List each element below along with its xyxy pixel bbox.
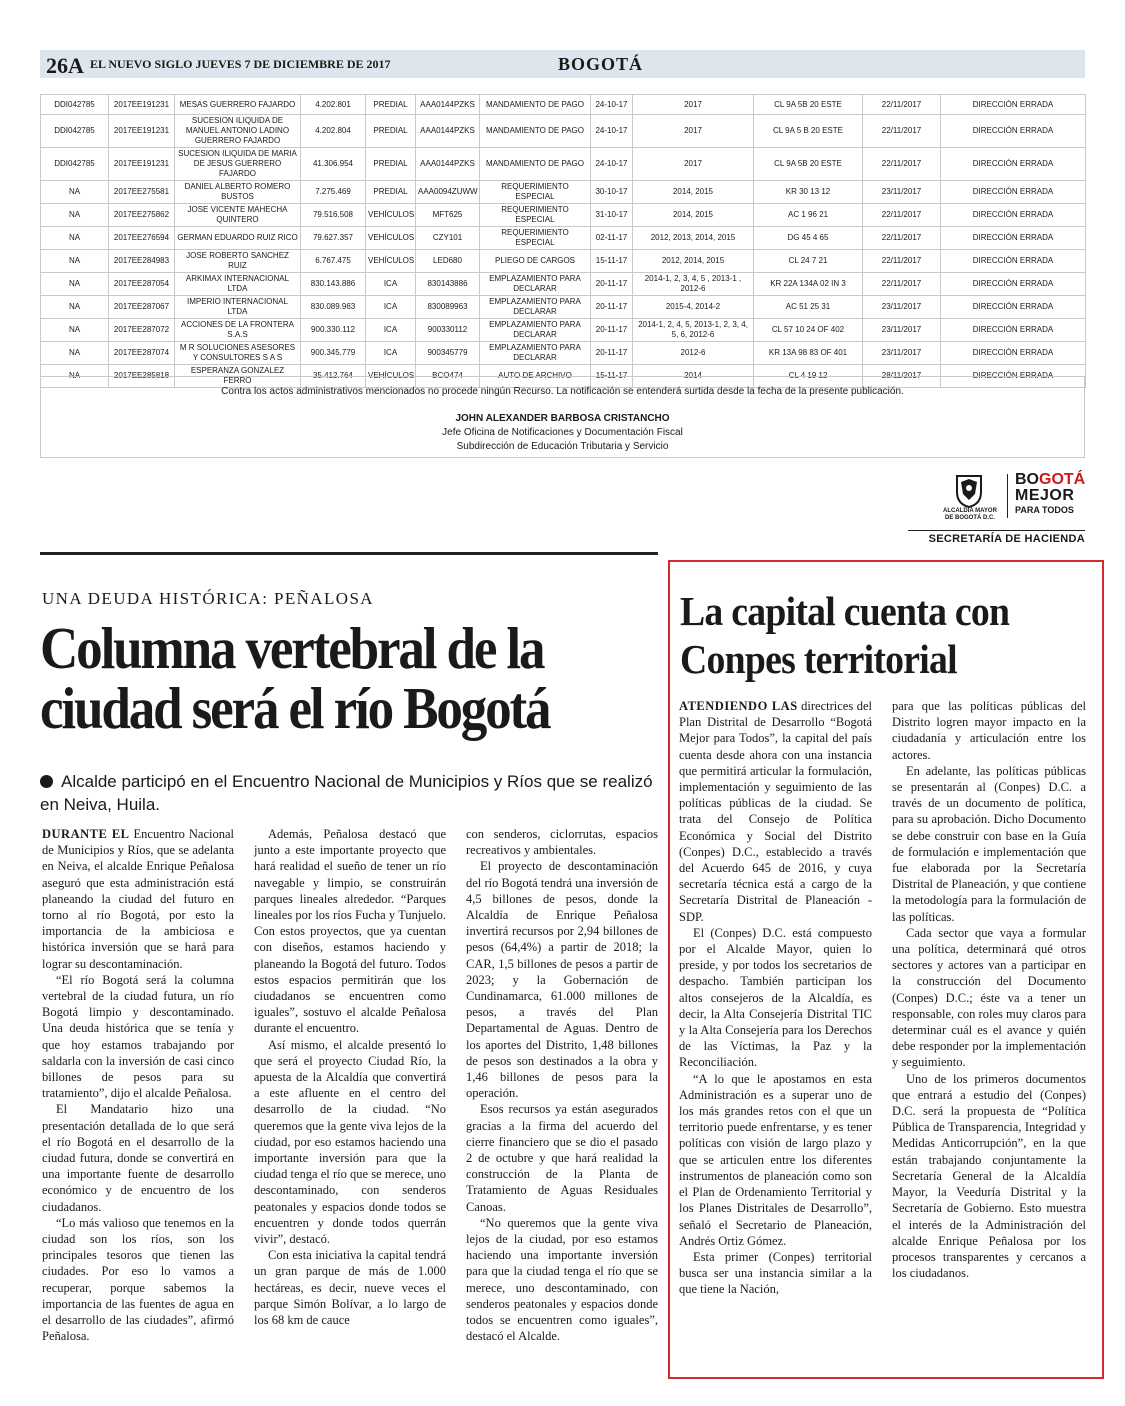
table-cell: REQUERIMIENTO ESPECIAL xyxy=(480,227,591,250)
paragraph: “A lo que le apostamos en esta Administración es a superar uno de los más grandes retos con el que un territorio puede enfrentarse, y es tener políticas con visión de largo plazo y que se articulen entre los diferentes instrumentos de planeación como son el Plan de Ordenamiento Territorial y los Planes Distritales de Desarrollo”, señaló el Secretario de Planeación, Andrés Ortiz Gómez. xyxy=(679,1071,872,1248)
table-cell: DIRECCIÓN ERRADA xyxy=(941,273,1086,296)
table-cell: DG 45 4 65 xyxy=(754,227,863,250)
notice-text: Contra los actos administrativos mencionados no procede ningún Recurso. La notificación se entenderá surtida desde la fecha de la presente publicación. xyxy=(221,386,904,397)
table-cell: 31-10-17 xyxy=(591,204,633,227)
lead-in: ATENDIENDO LAS xyxy=(679,699,798,713)
table-cell: 22/11/2017 xyxy=(863,250,941,273)
table-cell: AUTO DE ARCHIVO xyxy=(480,365,591,388)
table-row xyxy=(41,115,1086,148)
article-column-2 xyxy=(254,826,446,1328)
table-cell: DIRECCIÓN ERRADA xyxy=(941,148,1086,181)
table-cell: JOSE VICENTE MAHECHA QUINTERO xyxy=(175,204,301,227)
table-cell: MFT625 xyxy=(416,204,480,227)
page-header xyxy=(40,50,1085,78)
logo-para-todos: PARA TODOS xyxy=(1015,505,1074,515)
table-cell: NA xyxy=(41,250,109,273)
table-cell: ICA xyxy=(366,273,416,296)
table-cell: EMPLAZAMIENTO PARA DECLARAR xyxy=(480,319,591,342)
table-cell: 2017EE287054 xyxy=(109,273,175,296)
section-title: BOGOTÁ xyxy=(558,54,644,74)
table-cell: 30-10-17 xyxy=(591,181,633,204)
table-cell: ARKIMAX INTERNACIONAL LTDA xyxy=(175,273,301,296)
table-cell: 830.089.963 xyxy=(301,296,366,319)
table-cell: 22/11/2017 xyxy=(863,227,941,250)
paragraph: El Mandatario hizo una presentación detallada de lo que será el río Bogotá en el desarrollo de la ciudad futura, donde se convertirá en una importante fuente de desarrollo económico y de encuentro de los ciudadanos. xyxy=(42,1102,234,1214)
table-cell: VEHÍCULOS xyxy=(366,204,416,227)
table-cell: CL 4 19 12 xyxy=(754,365,863,388)
table-cell: 900345779 xyxy=(416,342,480,365)
paragraph: “Lo más valioso que tenemos en la ciudad son los ríos, son los principales tesoros que tienen las ciudades. Por eso lo vamos a recuperar, porque sabemos la importancia de las fuentes de agua en el desarrollo de las ciudades”, afirmó Peñalosa. xyxy=(42,1215,234,1344)
table-cell: 35.412.764 xyxy=(301,365,366,388)
table-cell: 830143886 xyxy=(416,273,480,296)
table-cell: 20-11-17 xyxy=(591,296,633,319)
table-cell: NA xyxy=(41,204,109,227)
table-cell: 41.306.954 xyxy=(301,148,366,181)
table-cell: CL 9A 5 B 20 ESTE xyxy=(754,115,863,148)
table-cell: ICA xyxy=(366,319,416,342)
table-cell: DIRECCIÓN ERRADA xyxy=(941,342,1086,365)
table-cell: AC 51 25 31 xyxy=(754,296,863,319)
table-cell: 20-11-17 xyxy=(591,319,633,342)
table-row xyxy=(41,227,1086,250)
table-cell: 24-10-17 xyxy=(591,148,633,181)
table-cell: REQUERIMIENTO ESPECIAL xyxy=(480,181,591,204)
table-cell: NA xyxy=(41,181,109,204)
table-cell: ICA xyxy=(366,342,416,365)
table-cell: 24-10-17 xyxy=(591,95,633,115)
table-cell: GERMAN EDUARDO RUIZ RICO xyxy=(175,227,301,250)
bullet-icon xyxy=(40,775,53,788)
table-cell: 22/11/2017 xyxy=(863,95,941,115)
table-cell: KR 13A 98 83 OF 401 xyxy=(754,342,863,365)
table-cell: 2012-6 xyxy=(633,342,754,365)
article-kicker: UNA DEUDA HISTÓRICA: PEÑALOSA xyxy=(42,589,374,608)
article-subtitle: Alcalde participó en el Encuentro Nacional de Municipios y Ríos que se realizó en Neiva, Huila. xyxy=(40,772,653,814)
table-cell: ICA xyxy=(366,296,416,319)
table-cell: 20-11-17 xyxy=(591,273,633,296)
table-cell: NA xyxy=(41,319,109,342)
table-cell: 15-11-17 xyxy=(591,250,633,273)
table-cell: 900330112 xyxy=(416,319,480,342)
table-cell: PREDIAL xyxy=(366,115,416,148)
table-cell: DIRECCIÓN ERRADA xyxy=(941,250,1086,273)
table-cell: VEHÍCULOS xyxy=(366,365,416,388)
table-cell: 2017EE275581 xyxy=(109,181,175,204)
table-cell: 2014-1, 2, 3, 4, 5 , 2013-1 , 2012-6 xyxy=(633,273,754,296)
table-cell: MESAS GUERRERO FAJARDO xyxy=(175,95,301,115)
paragraph: Con esta iniciativa la capital tendrá un gran parque de más de 1.000 hectáreas, es decir, nueve veces el parque Simón Bolívar, a lo largo de los 68 km de cauce xyxy=(254,1248,446,1328)
table-cell: 2017EE191231 xyxy=(109,95,175,115)
signer-role: Jefe Oficina de Notificaciones y Documentación Fiscal xyxy=(442,427,683,438)
bogota-crest-icon xyxy=(955,474,983,508)
table-cell: DDI042785 xyxy=(41,115,109,148)
table-cell: AAA0144PZKS xyxy=(416,148,480,181)
table-cell: CL 9A 5B 20 ESTE xyxy=(754,95,863,115)
box-headline: La capital cuenta con Conpes territorial xyxy=(680,588,1010,682)
table-row xyxy=(41,319,1086,342)
table-cell: BCO474 xyxy=(416,365,480,388)
table-cell: 2017EE287072 xyxy=(109,319,175,342)
table-cell: 02-11-17 xyxy=(591,227,633,250)
masthead-date: EL NUEVO SIGLO JUEVES 7 DE DICIEMBRE DE 2017 xyxy=(90,57,391,71)
table-cell: 2017EE287074 xyxy=(109,342,175,365)
table-row xyxy=(41,181,1086,204)
table-cell: PREDIAL xyxy=(366,95,416,115)
page-number: 26A xyxy=(46,53,84,78)
table-cell: M R SOLUCIONES ASESORES Y CONSULTORES S A S xyxy=(175,342,301,365)
table-cell: EMPLAZAMIENTO PARA DECLARAR xyxy=(480,342,591,365)
box-column-1: ATENDIENDO LAS directrices del Plan Distrital de Desarrollo “Bogotá Mejor para Todos”, la capital del país cuenta desde ahora con una instancia que permitirá articular la formulación, implementación y seguimiento de las políticas públicas de la ciudad. Se trata del Consejo de Política Económica y Social del Distrito (Conpes) D.C., establecido a través del Acuerdo 645 de 2016, y cuya secretaría técnica está a cargo de la Secretaría Distrital de Planeación - SDP. El (Conpes) D.C. está compuesto por el Alcalde Mayor, quien lo preside, y por todos los secretarios de despacho. También participan los altos consejeros de la Alcaldía, es decir, la Alta Consejería Distrital TIC y la Alta Consejería para los Derechos de las Víctimas, la Paz y la Reconciliación. “A lo que le apostamos en esta Administración es a superar uno de los más grandes retos con el que un territorio puede enfrentarse, y es tener políticas con visión de largo plazo y que se articulen entre los diferentes instrumentos de planeación como son el Plan de Ordenamiento Territorial y los Planes Distritales de Desarrollo”, señaló el Secretario de Planeación, Andrés Ortiz Gómez. Esta primer (Conpes) territorial busca ser una instancia similar a la que tiene la Nación, xyxy=(679,699,872,1297)
paragraph: “No queremos que la gente viva lejos de la ciudad, por eso estamos haciendo una importante inversión para que la ciudad tenga el río que se merece, uno descontaminado, con senderos peatonales y espacios donde todos se encuentren como iguales”, destacó el Alcalde. xyxy=(466,1215,658,1344)
table-cell: NA xyxy=(41,342,109,365)
table-cell: 22/11/2017 xyxy=(863,148,941,181)
table-cell: DIRECCIÓN ERRADA xyxy=(941,227,1086,250)
table-cell: DIRECCIÓN ERRADA xyxy=(941,115,1086,148)
table-cell: 900.330.112 xyxy=(301,319,366,342)
table-cell: CL 9A 5B 20 ESTE xyxy=(754,148,863,181)
table-cell: AAA0144PZKS xyxy=(416,115,480,148)
article-headline: Columna vertebral de la ciudad será el río Bogotá xyxy=(40,615,550,741)
table-cell: 79.516.508 xyxy=(301,204,366,227)
table-cell: 2014-1, 2, 4, 5, 2013-1, 2, 3, 4, 5, 6, 2012-6 xyxy=(633,319,754,342)
table-cell: MANDAMIENTO DE PAGO xyxy=(480,95,591,115)
table-cell: 830089963 xyxy=(416,296,480,319)
paragraph: Además, Peñalosa destacó que junto a este importante proyecto que hará realidad el sueño de tener un río navegable y limpio, se construirán parques lineales alrededor. “Parques lineales por los ríos Fucha y Tunjuelo. Con estos proyectos, que ya cuentan con diseños, estamos haciendo y planeando la Bogotá del futuro. Todos estos espacios permitirán que los ciudadanos se encuentren como iguales”, sostuvo el alcalde Peñalosa durante el encuentro. xyxy=(254,827,446,1036)
table-cell: 900.345.779 xyxy=(301,342,366,365)
table-cell: 2015-4, 2014-2 xyxy=(633,296,754,319)
secretaria-hacienda: SECRETARÍA DE HACIENDA xyxy=(908,530,1085,545)
table-cell: ESPERANZA GONZALEZ FERRO xyxy=(175,365,301,388)
logo-mejor: MEJOR xyxy=(1015,487,1075,504)
table-cell: DDI042785 xyxy=(41,95,109,115)
table-cell: 23/11/2017 xyxy=(863,296,941,319)
table-cell: 2017EE191231 xyxy=(109,115,175,148)
table-cell: 2017 xyxy=(633,115,754,148)
table-cell: KR 22A 134A 02 IN 3 xyxy=(754,273,863,296)
table-cell: CL 24 7 21 xyxy=(754,250,863,273)
table-cell: IMPERIO INTERNACIONAL LTDA xyxy=(175,296,301,319)
table-cell: 22/11/2017 xyxy=(863,115,941,148)
table-cell: PREDIAL xyxy=(366,148,416,181)
table-row xyxy=(41,342,1086,365)
table-row xyxy=(41,273,1086,296)
table-cell: 4.202.801 xyxy=(301,95,366,115)
table-cell: 24-10-17 xyxy=(591,115,633,148)
table-cell: JOSE ROBERTO SANCHEZ RUIZ xyxy=(175,250,301,273)
table-cell: DIRECCIÓN ERRADA xyxy=(941,365,1086,388)
table-cell: NA xyxy=(41,296,109,319)
paragraph: Cada sector que vaya a formular una política, determinará qué otros sectores y actores van a participar en la construcción del Documento (Conpes) D.C.; éste va a tener un responsable, con roles muy claros para determinar cuál es el avance y quién debe responder por la implementación y seguimiento. xyxy=(892,925,1086,1070)
table-cell: 23/11/2017 xyxy=(863,319,941,342)
paragraph: Esos recursos ya están asegurados gracias a la firma del acuerdo del cierre financiero que se dio el pasado 2 de octubre y que hará realidad la construcción de la Planta de Tratamiento de Aguas Residuales Canoas. xyxy=(466,1102,658,1214)
table-cell: EMPLAZAMIENTO PARA DECLARAR xyxy=(480,273,591,296)
table-cell: SUCESION ILIQUIDA DE MARIA DE JESUS GUERRERO FAJARDO xyxy=(175,148,301,181)
table-cell: 22/11/2017 xyxy=(863,273,941,296)
table-cell: DIRECCIÓN ERRADA xyxy=(941,204,1086,227)
table-cell: 4.202.804 xyxy=(301,115,366,148)
table-cell: 23/11/2017 xyxy=(863,181,941,204)
signer-name: JOHN ALEXANDER BARBOSA CRISTANCHO xyxy=(455,413,670,424)
legal-notice xyxy=(40,376,1085,458)
table-cell: 2017EE287067 xyxy=(109,296,175,319)
table-cell: 2017 xyxy=(633,95,754,115)
paragraph: para que las políticas públicas del Distrito logren mayor impacto en la ciudadanía y articulación entre los actores. xyxy=(892,699,1086,762)
box-column-2 xyxy=(892,698,1086,1281)
table-cell: NA xyxy=(41,365,109,388)
table-cell: VEHÍCULOS xyxy=(366,227,416,250)
section-rule xyxy=(40,552,658,555)
article-column-1: DURANTE EL Encuentro Nacional de Municipios y Ríos, que se adelanta en Neiva, el alcalde Enrique Peñalosa aseguró que esta administración está planeando la ciudad del futuro en torno al río Bogotá, por esto la importancia de la ambiciosa e histórica inversión que se hará para lograr su descontaminación. “El río Bogotá será la columna vertebral de la ciudad futura, un río Bogotá limpio y descontaminado. Una deuda histórica que se tenía y que hoy estamos trabajando por saldarla con la inversión de casi cinco billones de pesos para su tratamiento”, dijo el alcalde Peñalosa. El Mandatario hizo una presentación detallada de lo que será el río Bogotá en el desarrollo de la ciudad futura, donde se convertirá en una importante fuente de desarrollo económico y de encuentro de los ciudadanos. “Lo más valioso que tenemos en la ciudad son los ríos, son los principales tesoros que tienen las ciudades. Por eso lo vamos a recuperar, porque sabemos la importancia de las fuentes de agua en el desarrollo de las ciudades”, afirmó Peñalosa. xyxy=(42,827,235,1344)
table-cell: CL 57 10 24 OF 402 xyxy=(754,319,863,342)
table-cell: DIRECCIÓN ERRADA xyxy=(941,181,1086,204)
table-cell: 2017EE285818 xyxy=(109,365,175,388)
paragraph: En adelante, las políticas públicas se presentarán al (Conpes) D.C. a través de un documento de política, para su aprobación. Dicho Documento se debe construir con base en la Guía de formulación e implementación que fue elaborada por la Secretaría Distrital de Planeación, y que contiene la metodología para la formulación de las políticas. xyxy=(892,763,1086,924)
notifications-table xyxy=(40,94,1086,388)
table-cell: ACCIONES DE LA FRONTERA S.A.S xyxy=(175,319,301,342)
table-cell: 6.767.475 xyxy=(301,250,366,273)
table-cell: NA xyxy=(41,273,109,296)
paragraph: Uno de los primeros documentos que entrará a estudio del (Conpes) D.C. será la propuesta de “Política Pública de Transparencia, Integridad y Medidas Anticorrupción”, en la que están trabajando conjuntamente la Secretaría General de la Alcaldía Mayor, la Veeduría Distrital y la Secretaría de Gobierno. Esto muestra el interés de la Administración del alcalde Enrique Peñalosa por los procesos transparentes y cercanos a los ciudadanos. xyxy=(892,1071,1086,1281)
table-cell: 2014, 2015 xyxy=(633,204,754,227)
table-cell: LED680 xyxy=(416,250,480,273)
table-row xyxy=(41,250,1086,273)
bogota-mejor-logo: BOGOTÁ xyxy=(1015,471,1086,488)
table-cell: 15-11-17 xyxy=(591,365,633,388)
signer-office: Subdirección de Educación Tributaria y Servicio xyxy=(456,441,669,452)
paragraph: El proyecto de descontaminación del río Bogotá tendrá una inversión de 4,5 billones de pesos, donde la Alcaldía de Enrique Peñalosa invertirá recursos por 2,94 billones de pesos (64,4%) a partir de 2018; la CAR, 1,5 billones de pesos a partir de 2023; y la Gobernación de Cundinamarca, 61.000 millones de pesos, a través del Plan Departamental de Aguas. Dentro de los aportes del Distrito, 1,48 billones de pesos son destinados a la obra y 1,46 billones de pesos para la operación. xyxy=(466,859,658,1101)
table-cell: NA xyxy=(41,227,109,250)
paragraph: El (Conpes) D.C. está compuesto por el Alcalde Mayor, quien lo preside, y por todos los secretarios de despacho. También participan los altos consejeros de la Alcaldía, es decir, la Alta Consejería Distrital TIC y la Alta Consejería para los Derechos de las Víctimas, la Paz y la Reconciliación. xyxy=(679,925,872,1070)
table-cell: DDI042785 xyxy=(41,148,109,181)
table-cell: 2017EE191231 xyxy=(109,148,175,181)
table-cell: 2014 xyxy=(633,365,754,388)
table-cell: 2012, 2014, 2015 xyxy=(633,250,754,273)
table-cell: MANDAMIENTO DE PAGO xyxy=(480,148,591,181)
table-cell: 28/11/2017 xyxy=(863,365,941,388)
table-cell: VEHÍCULOS xyxy=(366,250,416,273)
table-cell: 7.275.469 xyxy=(301,181,366,204)
table-cell: 2017EE284983 xyxy=(109,250,175,273)
paragraph: con senderos, ciclorrutas, espacios recreativos y ambientales. xyxy=(466,827,658,858)
table-cell: PLIEGO DE CARGOS xyxy=(480,250,591,273)
table-cell: 2017EE275862 xyxy=(109,204,175,227)
paragraph: Esta primer (Conpes) territorial busca ser una instancia similar a la que tiene la Nación, xyxy=(679,1249,872,1297)
table-cell: AAA0144PZKS xyxy=(416,95,480,115)
article-column-3 xyxy=(466,826,658,1345)
logo-divider xyxy=(1007,474,1008,518)
paragraph: Así mismo, el alcalde presentó lo que será el proyecto Ciudad Río, la apuesta de la Alcaldía que convertirá a este afluente en el centro del desarrollo de la ciudad. “No queremos que la gente viva lejos de la ciudad, por eso estamos haciendo una importante inversión para que la ciudad tenga el río que se merece, uno descontaminado, con senderos peatonales y espacios donde todos se encuentren y donde todos querrán vivir”, destacó. xyxy=(254,1037,446,1247)
table-cell: MANDAMIENTO DE PAGO xyxy=(480,115,591,148)
paragraph: “El río Bogotá será la columna vertebral de la ciudad futura, un río Bogotá limpio y descontaminado. Una deuda histórica que se tenía y que hoy estamos trabajando por saldarla con la inversión de casi cinco billones de pesos para su tratamiento”, dijo el alcalde Peñalosa. xyxy=(42,972,234,1101)
table-cell: REQUERIMIENTO ESPECIAL xyxy=(480,204,591,227)
table-cell: AC 1 96 21 xyxy=(754,204,863,227)
table-row xyxy=(41,148,1086,181)
table-cell: 22/11/2017 xyxy=(863,204,941,227)
table-row xyxy=(41,204,1086,227)
table-cell: AAA0094ZUWW xyxy=(416,181,480,204)
table-cell: 79.627.357 xyxy=(301,227,366,250)
table-cell: 23/11/2017 xyxy=(863,342,941,365)
table-cell: 2017 xyxy=(633,148,754,181)
table-cell: EMPLAZAMIENTO PARA DECLARAR xyxy=(480,296,591,319)
table-cell: DANIEL ALBERTO ROMERO BUSTOS xyxy=(175,181,301,204)
alcaldia-logo-text: ALCALDÍA MAYOR DE BOGOTÁ D.C. xyxy=(943,508,997,521)
lead-in: DURANTE EL xyxy=(42,827,130,841)
table-row xyxy=(41,95,1086,115)
table-cell: 2012, 2013, 2014, 2015 xyxy=(633,227,754,250)
table-cell: PREDIAL xyxy=(366,181,416,204)
table-cell: DIRECCIÓN ERRADA xyxy=(941,319,1086,342)
table-cell: DIRECCIÓN ERRADA xyxy=(941,95,1086,115)
table-cell: 2014, 2015 xyxy=(633,181,754,204)
table-cell: 2017EE276594 xyxy=(109,227,175,250)
table-cell: DIRECCIÓN ERRADA xyxy=(941,296,1086,319)
table-cell: CZY101 xyxy=(416,227,480,250)
table-row xyxy=(41,296,1086,319)
table-cell: 20-11-17 xyxy=(591,342,633,365)
table-cell: KR 30 13 12 xyxy=(754,181,863,204)
table-cell: SUCESION ILIQUIDA DE MANUEL ANTONIO LADINO GUERRERO FAJARDO xyxy=(175,115,301,148)
table-cell: 830.143.886 xyxy=(301,273,366,296)
